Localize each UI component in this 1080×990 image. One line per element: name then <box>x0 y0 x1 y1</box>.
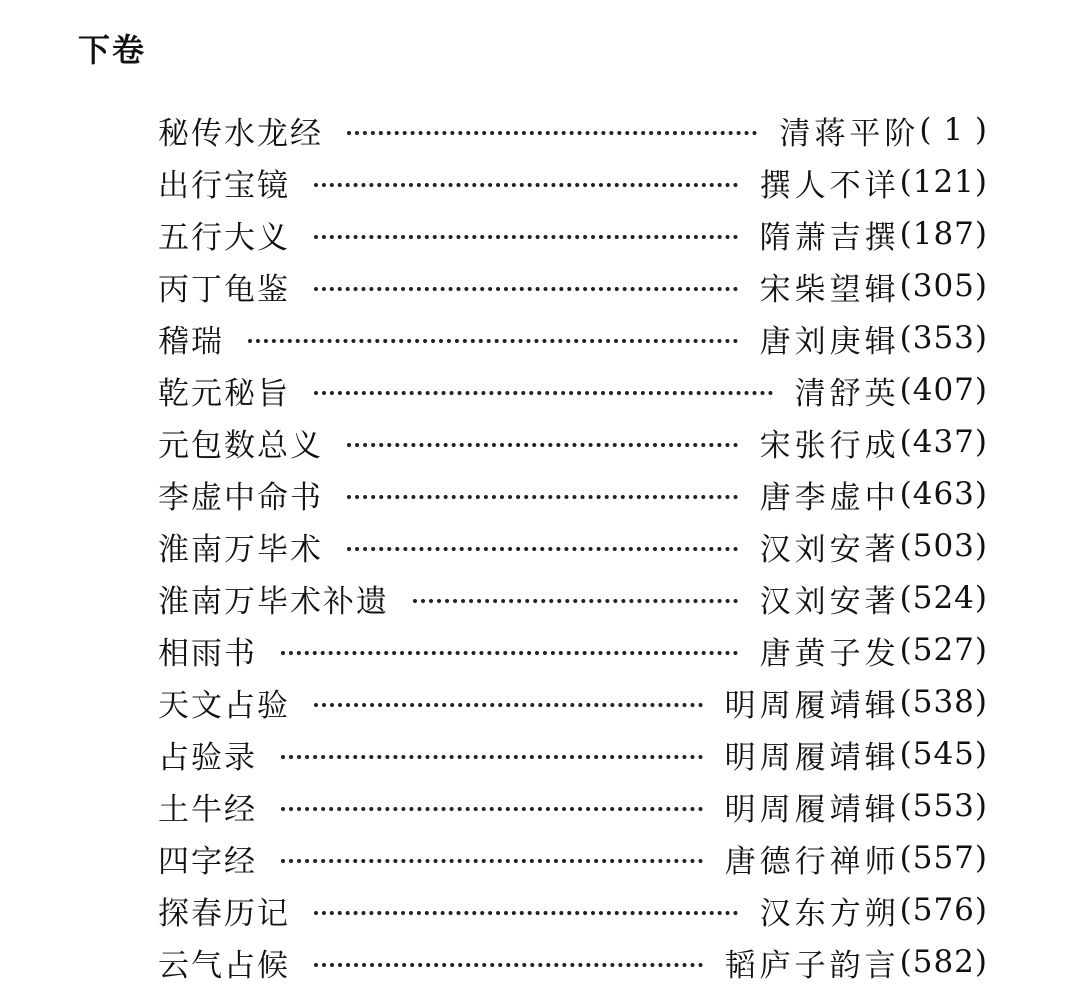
toc-entry-title: 四字经 <box>158 843 257 880</box>
toc-entry-page: (463) <box>899 476 988 512</box>
toc-entry-page: (503) <box>899 528 988 564</box>
dot-leader <box>314 703 703 707</box>
dot-leader <box>281 807 703 811</box>
toc-entry-author: 唐李虚中 <box>759 479 900 516</box>
toc-entry-author: 明周履靖辑 <box>724 687 900 724</box>
dot-leader <box>281 651 738 655</box>
toc-entry-author: 唐黄子发 <box>759 635 900 672</box>
toc-entry <box>158 780 988 832</box>
toc-entry-title: 淮南万毕术 <box>158 531 323 568</box>
toc-entry <box>158 832 988 884</box>
dot-leader <box>347 495 738 499</box>
toc-entry-page: (305) <box>899 268 988 304</box>
dot-leader <box>314 287 738 291</box>
dot-leader <box>314 235 738 239</box>
toc-entry <box>158 624 988 676</box>
toc-entry <box>158 936 988 988</box>
toc-entry <box>158 208 988 260</box>
toc-entry-page: ( 1 ) <box>919 112 988 148</box>
toc-entry-author: 汉刘安著 <box>759 583 900 620</box>
toc-entry-author: 宋张行成 <box>759 427 900 464</box>
toc-entry-page: (545) <box>899 736 988 772</box>
toc-entry-title: 相雨书 <box>158 635 257 672</box>
dot-leader <box>314 911 738 915</box>
toc-entry-page: (538) <box>899 684 988 720</box>
toc-entry-author: 宋柴望辑 <box>759 271 900 308</box>
toc-entry <box>158 104 988 156</box>
toc-entry-title: 李虚中命书 <box>158 479 323 516</box>
toc-entry-author: 明周履靖辑 <box>724 739 900 776</box>
toc-entry-page: (582) <box>899 944 988 980</box>
toc-entry-page: (527) <box>899 632 988 668</box>
toc-entry-title: 占验录 <box>158 739 257 776</box>
toc-entry-title: 探春历记 <box>158 895 290 932</box>
dot-leader <box>413 599 738 603</box>
dot-leader <box>347 131 757 135</box>
toc-entry-title: 元包数总义 <box>158 427 323 464</box>
toc-entry-page: (576) <box>899 892 988 928</box>
toc-entry-title: 天文占验 <box>158 687 290 724</box>
dot-leader <box>347 547 738 551</box>
toc-entry <box>158 156 988 208</box>
toc-entry-page: (553) <box>899 788 988 824</box>
section-title: 下卷 <box>78 31 147 69</box>
toc-entry-title: 出行宝镜 <box>158 167 290 204</box>
table-of-contents <box>158 104 988 988</box>
dot-leader <box>248 339 738 343</box>
dot-leader <box>281 859 703 863</box>
toc-entry-title: 乾元秘旨 <box>158 375 290 412</box>
dot-leader <box>314 391 773 395</box>
toc-entry-author: 韬庐子韵言 <box>724 947 900 984</box>
toc-entry-title: 秘传水龙经 <box>158 115 323 152</box>
toc-entry-page: (437) <box>899 424 988 460</box>
toc-entry-author: 汉刘安著 <box>759 531 900 568</box>
toc-entry <box>158 520 988 572</box>
toc-entry-page: (121) <box>899 164 988 200</box>
dot-leader <box>314 963 703 967</box>
toc-entry-page: (557) <box>899 840 988 876</box>
toc-entry <box>158 364 988 416</box>
dot-leader <box>347 443 738 447</box>
toc-entry <box>158 728 988 780</box>
toc-entry-title: 淮南万毕术补遗 <box>158 583 389 620</box>
toc-entry-title: 云气占候 <box>158 947 290 984</box>
toc-entry <box>158 572 988 624</box>
toc-entry <box>158 676 988 728</box>
toc-entry <box>158 260 988 312</box>
toc-entry-title: 稽瑞 <box>158 323 224 360</box>
toc-entry-author: 唐德行禅师 <box>724 843 900 880</box>
toc-entry-page: (524) <box>899 580 988 616</box>
dot-leader <box>281 755 703 759</box>
dot-leader <box>314 183 738 187</box>
toc-entry <box>158 884 988 936</box>
toc-entry-author: 隋萧吉撰 <box>759 219 900 256</box>
toc-entry-title: 土牛经 <box>158 791 257 828</box>
toc-entry-author: 清蒋平阶 <box>779 115 920 152</box>
toc-entry-title: 丙丁龟鉴 <box>158 271 290 308</box>
toc-entry-author: 唐刘庚辑 <box>759 323 900 360</box>
toc-entry-page: (353) <box>899 320 988 356</box>
toc-entry-author: 清舒英 <box>794 375 900 412</box>
toc-entry <box>158 468 988 520</box>
toc-entry-page: (407) <box>899 372 988 408</box>
toc-entry-title: 五行大义 <box>158 219 290 256</box>
toc-entry-author: 汉东方朔 <box>759 895 900 932</box>
toc-entry-author: 撰人不详 <box>759 167 900 204</box>
toc-entry-author: 明周履靖辑 <box>724 791 900 828</box>
toc-entry <box>158 312 988 364</box>
toc-entry <box>158 416 988 468</box>
toc-entry-page: (187) <box>899 216 988 252</box>
